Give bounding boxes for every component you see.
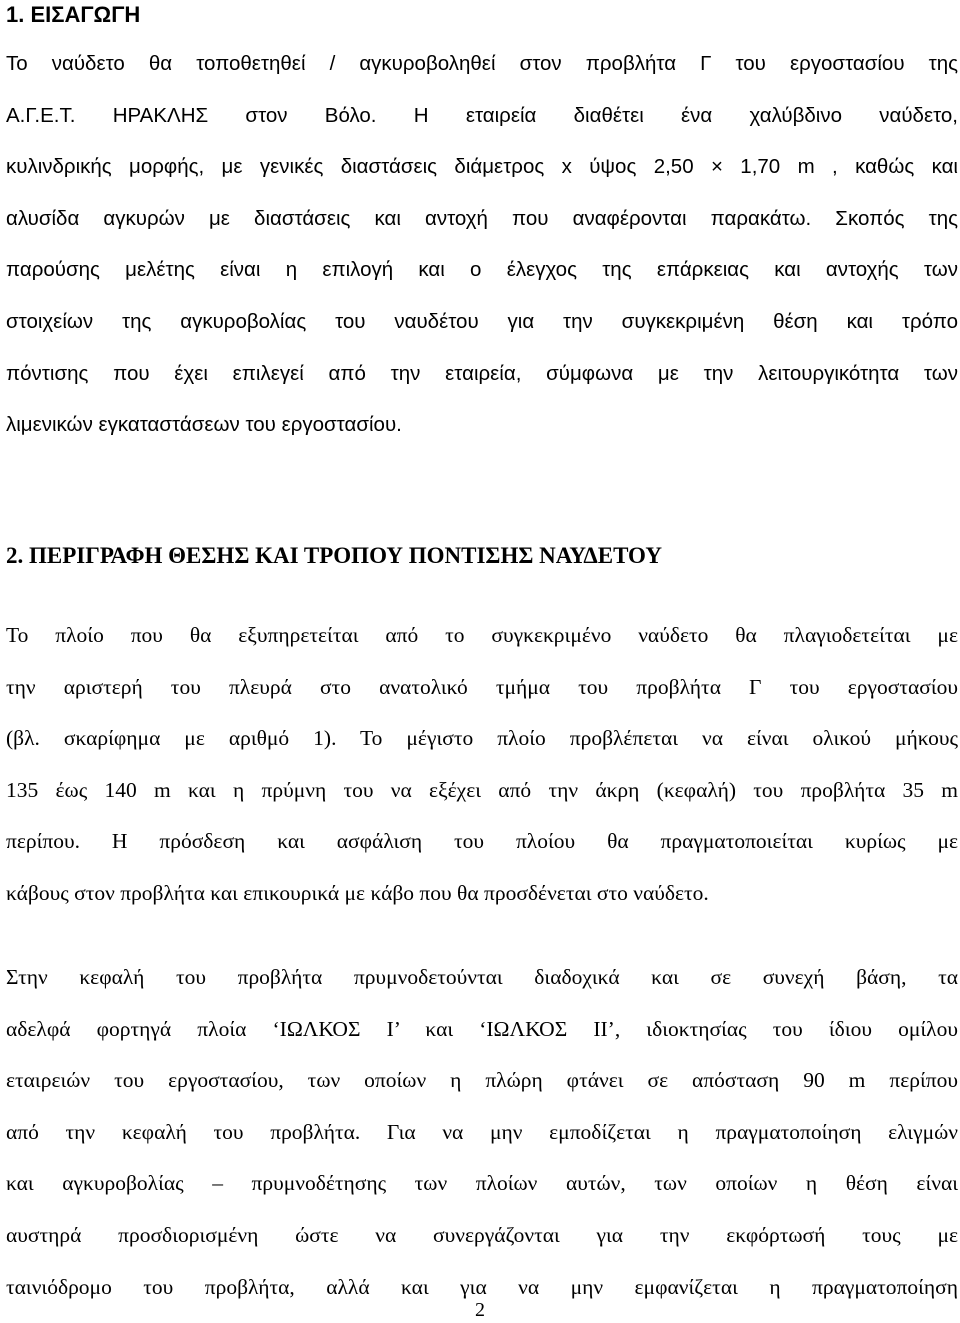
text-line: παρούσης μελέτης είναι η επιλογή και ο έλεγχος της επάρκειας και αντοχής των: [6, 258, 958, 282]
text-line: αυστηρά προσδιορισμένη ώστε να συνεργάζονται για την εκφόρτωσή τους με: [6, 1222, 958, 1247]
text-line: 135 έως 140 m και η πρύμνη του να εξέχει από την άκρη (κεφαλή) του προβλήτα 35 m: [6, 777, 958, 802]
page-number: 2: [475, 1299, 485, 1321]
text-line: και αγκυροβολίας – πρυμνοδέτησης των πλοίων αυτών, των οποίων η θέση είναι: [6, 1171, 958, 1196]
text-line: Α.Γ.Ε.Τ. ΗΡΑΚΛΗΣ στον Βόλο. Η εταιρεία διαθέτει ένα χαλύβδινο ναύδετο,: [6, 103, 958, 127]
text-line: αλυσίδα αγκυρών με διαστάσεις και αντοχή που αναφέρονται παρακάτω. Σκοπός της: [6, 206, 958, 230]
text-line: κάβους στον προβλήτα και επικουρικά με κάβο που θα προσδένεται στο ναύδετο.: [6, 880, 709, 905]
introduction-paragraph: [6, 38, 958, 451]
text-line: αδελφά φορτηγά πλοία ‘ΙΩΛΚΟΣ Ι’ και ‘ΙΩΛΚΟΣ ΙΙ’, ιδιοκτησίας του ίδιου ομίλου: [6, 1016, 958, 1041]
text-line: την αριστερή του πλευρά στο ανατολικό τμήμα του προβλήτα Γ του εργοστασίου: [6, 674, 958, 699]
text-line: εταιρειών του εργοστασίου, των οποίων η πλώρη φτάνει σε απόσταση 90 m περίπου: [6, 1068, 958, 1093]
text-line: κυλινδρικής μορφής, με γενικές διαστάσεις διάμετρος x ύψος 2,50 × 1,70 m , καθώς και: [6, 155, 958, 179]
description-paragraph-1: [6, 610, 958, 920]
text-line: στοιχείων της αγκυροβολίας του ναυδέτου για την συγκεκριμένη θέση και τρόπο: [6, 309, 958, 333]
description-paragraph-2: [6, 952, 958, 1313]
text-line: ταινιόδρομο του προβλήτα, αλλά και για να μην εμφανίζεται η πραγματοποίηση: [6, 1274, 958, 1299]
text-line: Το ναύδετο θα τοποθετηθεί / αγκυροβοληθεί στον προβλήτα Γ του εργοστασίου της: [6, 52, 958, 75]
text-line: περίπου. Η πρόσδεση και ασφάλιση του πλοίου θα πραγματοποιείται κυρίως με: [6, 829, 958, 854]
section-2-heading: 2. ΠΕΡΙΓΡΑΦΗ ΘΕΣΗΣ ΚΑΙ ΤΡΟΠΟΥ ΠΟΝΤΙΣΗΣ ΝΑΥΔΕΤΟΥ: [6, 543, 662, 568]
text-line: (βλ. σκαρίφημα με αριθμό 1). Το μέγιστο πλοίο προβλέπεται να είναι ολικού μήκους: [6, 726, 958, 751]
text-line: Στην κεφαλή του προβλήτα πρυμνοδετούνται διαδοχικά και σε συνεχή βάση, τα: [6, 965, 958, 989]
text-line: λιμενικών εγκαταστάσεων του εργοστασίου.: [6, 413, 402, 437]
section-1-heading: 1. ΕΙΣΑΓΩΓΗ: [6, 2, 141, 27]
text-line: από την κεφαλή του προβλήτα. Για να μην εμποδίζεται η πραγματοποίηση ελιγμών: [6, 1119, 958, 1144]
text-line: Το πλοίο που θα εξυπηρετείται από το συγκεκριμένο ναύδετο θα πλαγιοδετείται με: [6, 623, 958, 647]
text-line: πόντισης που έχει επιλεγεί από την εταιρεία, σύμφωνα με την λειτουργικότητα των: [6, 361, 958, 385]
